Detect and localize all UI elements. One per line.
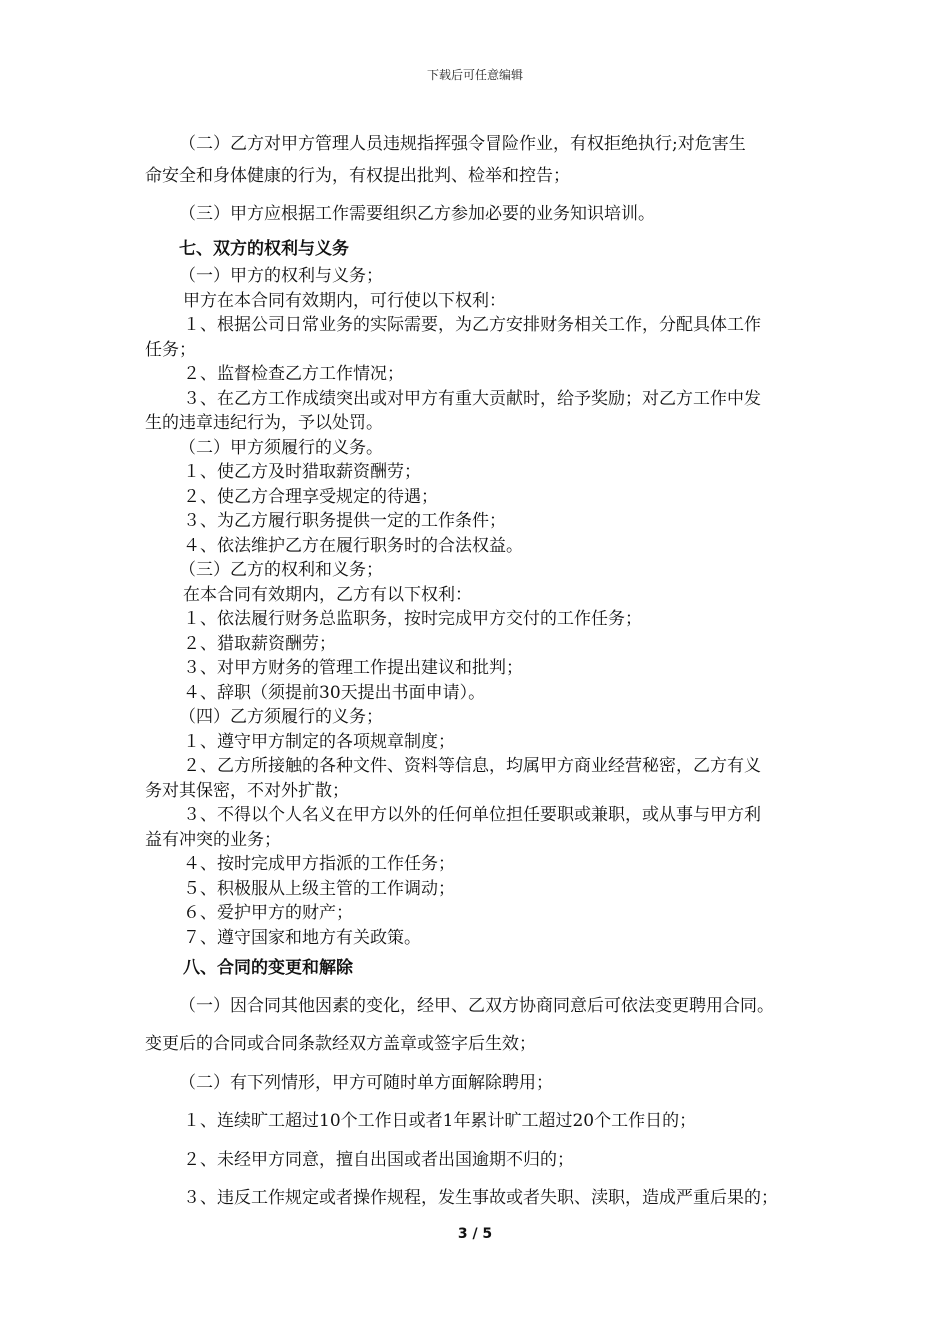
paragraph-line: ３、违反工作规定或者操作规程，发生事故或者失职、渎职，造成严重后果的； [183,1188,778,1208]
section-heading: 八、合同的变更和解除 [183,958,353,978]
paragraph-line: ２、监督检查乙方工作情况； [183,364,404,384]
paragraph-line: ２、使乙方合理享受规定的待遇； [183,486,438,507]
paragraph-line: （一）因合同其他因素的变化，经甲、乙双方协商同意后可依法变更聘用合同。 [179,995,774,1016]
paragraph-line: ３、对甲方财务的管理工作提出建议和批判； [183,658,523,678]
paragraph-line: ７、遵守国家和地方有关政策。 [183,927,421,948]
paragraph-line: （四）乙方须履行的义务； [179,707,383,727]
page-header: 下载后可任意编辑 [426,68,523,82]
paragraph-line: ３、不得以个人名义在甲方以外的任何单位担任要职或兼职，或从事与甲方利 [183,805,761,825]
document-body [145,132,845,1218]
paragraph-line: ４、依法维护乙方在履行职务时的合法权益。 [183,535,523,556]
paragraph-line: 益有冲突的业务； [145,829,281,850]
paragraph-line: １、遵守甲方制定的各项规章制度； [183,731,455,752]
paragraph-line: １、依法履行财务总监职务，按时完成甲方交付的工作任务； [183,609,642,629]
paragraph-line: （三）乙方的权利和义务； [179,560,383,580]
paragraph-line: ２、未经甲方同意，擅自出国或者出国逾期不归的； [183,1149,574,1170]
paragraph-line: 任务； [145,339,196,360]
paragraph-line: １、使乙方及时猎取薪资酬劳； [183,462,421,482]
paragraph-line: 变更后的合同或合同条款经双方盖章或签字后生效； [145,1034,536,1054]
paragraph-line: 在本合同有效期内，乙方有以下权利： [183,584,472,605]
section-heading: 七、双方的权利与义务 [179,238,349,259]
paragraph-line: ３、为乙方履行职务提供一定的工作条件； [183,511,506,531]
paragraph-line: （二）甲方须履行的义务。 [179,437,383,458]
paragraph-line: 生的违章违纪行为，予以处罚。 [145,413,383,433]
paragraph-line: 务对其保密，不对外扩散； [145,780,349,801]
paragraph-line: （一）甲方的权利与义务； [179,266,383,286]
paragraph-line: ２、猎取薪资酬劳； [183,633,336,654]
paragraph-line: ５、积极服从上级主管的工作调动； [183,878,455,899]
paragraph-line: ６、爱护甲方的财产； [183,903,353,923]
paragraph-line: （二）乙方对甲方管理人员违规指挥强令冒险作业，有权拒绝执行;对危害生 [179,134,746,154]
paragraph-line: ３、在乙方工作成绩突出或对甲方有重大贡献时，给予奖励；对乙方工作中发 [183,388,761,409]
paragraph-line: （三）甲方应根据工作需要组织乙方参加必要的业务知识培训。 [179,204,655,224]
paragraph-line: ４、辞职（须提前30天提出书面申请）。 [183,682,486,703]
paragraph-line: ４、按时完成甲方指派的工作任务； [183,854,455,874]
paragraph-line: （二）有下列情形，甲方可随时单方面解除聘用； [179,1072,553,1093]
paragraph-line: １、连续旷工超过10个工作日或者1年累计旷工超过20个工作日的； [183,1111,697,1131]
paragraph-line: ２、乙方所接触的各种文件、资料等信息，均属甲方商业经营秘密，乙方有义 [183,756,761,776]
paragraph-line: 甲方在本合同有效期内，可行使以下权利： [183,290,506,311]
page-number: 3 / 5 [457,1226,493,1242]
paragraph-line: 命安全和身体健康的行为，有权提出批判、检举和控告； [145,165,570,186]
paragraph-line: １、根据公司日常业务的实际需要，为乙方安排财务相关工作，分配具体工作 [183,315,761,335]
